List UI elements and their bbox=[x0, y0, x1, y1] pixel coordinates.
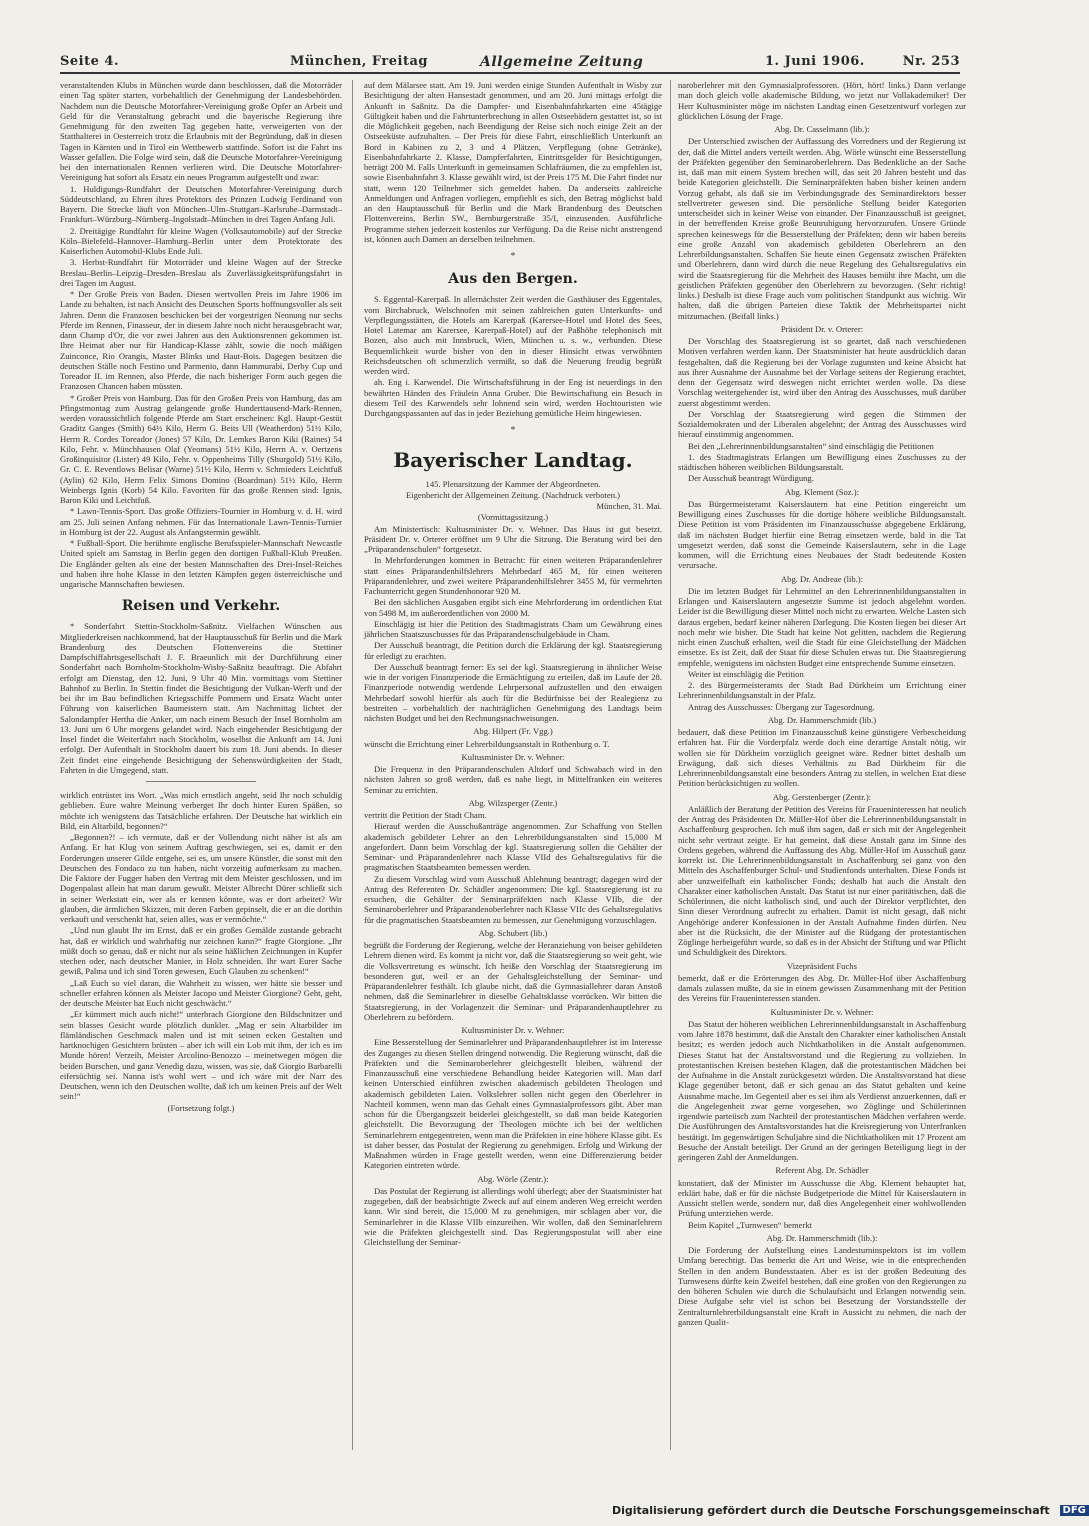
section-heading-landtag: Bayerischer Landtag. bbox=[393, 447, 633, 472]
dfg-logo: DFG bbox=[1060, 1505, 1089, 1516]
speaker-line: Abg. Wilzsperger (Zentr.) bbox=[468, 797, 558, 808]
paragraph: ah. Eng i. Karwendel. Die Wirtschaftsführung in der Eng ist neuerdings in den bewährten Händen des Fräulein Anna Gruber. Die Bewirtschaftung ein Besuch in diesem Teil des Karwendels sehr lohnend sein wird, werden Hochtouristen wie Durchgangspassanten auf das in jeder Beziehung gemütliche Heim hingewiesen. bbox=[364, 377, 662, 418]
paragraph: Der Ausschuß beantragt, die Petition durch die Erklärung der kgl. Staatsregierung für erledigt zu erachten. bbox=[364, 640, 662, 661]
continuation-note: (Fortsetzung folgt.) bbox=[167, 1102, 235, 1113]
paragraph: 1. des Stadtmagistrats Erlangen um Bewilligung eines Zuschusses zu der städtischen höheren weiblichen Bildungsanstalt. bbox=[678, 451, 966, 472]
speaker-line: Referent Abg. Dr. Schädler bbox=[775, 1165, 869, 1176]
paragraph: 2. Dreitägige Rundfahrt für kleine Wagen (Volksautomobile) auf der Strecke Köln–Bielefeld–Hannover–Hamburg–Berlin unter dem Protektorate des Kaiserlichen Automobil-Klubs Ende Juli. bbox=[60, 225, 342, 256]
paragraph: Der Vorschlag des Staatsregierung ist so geartet, daß nach verschiedenen Motiven verfahren werden kann. Der Staatsminister hat heute ausdrücklich daran festgehalten, daß die Regierung bei der Vorlage zugunsten und keine Absicht hat aus ihrer Ausnahme der Ausnahme bei der Vorlage seitens der Regierung erachtet, denn der Gegensatz wird deswegen nicht errichtet werden wolle. Da diese Vorschlag weitergehender ist, wird über den Antrag des Ausschusses, muß darüber zuerst abgestimmt werden. bbox=[678, 336, 966, 408]
paragraph: vertritt die Petition der Stadt Cham. bbox=[364, 810, 487, 820]
speaker-line: Abg. Schubert (lib.) bbox=[478, 927, 548, 938]
column-2 bbox=[364, 80, 662, 1450]
speaker-line: Abg. Dr. Hammerschmidt (lib.): bbox=[766, 1232, 878, 1243]
column-rule bbox=[670, 80, 671, 1450]
paragraph: Die im letzten Budget für Lehrmittel an den Lehrerinnenbildungsanstalten in Erlangen und Kaiserslautern angesetzte Summe ist jedoch abgelehnt worden. Leider ist die Bewilligung dieser Mittel noch nicht zu erwarten. Welche Lasten sich daraus ergeben, bedarf keiner näheren Darlegung. Die Kosten liegen bei dieser Art noch mehr wie bisher. Die Stadt hat keine Not gelitten, nachdem die Regierung nicht einen Zuschuß erhalten, weil die Stadt für eine Gleichstellung der Mädchen einsetze. Es ist Zeit, daß der Staat für diese Schulen etwas tut. Die Staatsregierung empfehle, wenigstens im nächsten Budget eine entsprechende Summe einsetzen. bbox=[678, 585, 966, 668]
paragraph: S. Eggental-Karerpaß. In allernächster Zeit werden die Gasthäuser des Eggentales, vom Birchabruck, Welschnofen mit seinen zahlreichen guten Unterkunfts- und Verpflegungsstätten, die Hotels am Karerpaß (Karersee-Hotel und Hotel des Sees, Hotel Latemar am Karersee, Karerpaß-Hotel) auf der Paßhöhe telephonisch mit Bozen, also auch mit Innsbruck, Wien, München u. s. w., verbunden. Diese Bequemlichkeit wurde bisher von den in dieser Hinsicht etwas verwöhnten Reichsdeutschen oft schmerzlich vermißt, so daß die Neuerung freudig begrüßt werden wird. bbox=[364, 294, 662, 376]
paragraph: veranstaltenden Klubs in München wurde dann beschlossen, daß die Motorräder einen Tag später starten, vorbehaltlich der Genehmigung der Landesbehörden. Nachdem nun die Deutsche Motorfahrer-Vereinigung große Opfer an Arbeit und Geld für die Veranstaltung gebracht und die bayerische Regierung ihre Genehmigung für den zweiten Tag gegeben hatte, verweigerten von der Statthalterei in Oesterreich trotz die Erlaubnis mit der Begründung, daß in diesen Tagen in Kärnten und in Tirol ein Wettbewerb stattfinde. Sofort ist die Fahrt ins Wasser gefallen. Die Folge wird sein, daß die Deutsche Motorfahrer-Vereinigung bei den internationalen Rennen verlieren wird. Die Deutsche Motorfahrer-Vereinigung hat sofort als Ersatz ein neues Programm aufgestellt und zwar: bbox=[60, 80, 342, 183]
session-title: 145. Plenarsitzung der Kammer der Abgeordneten. bbox=[425, 478, 601, 489]
speaker-line: Abg. Gerstenberger (Zentr.): bbox=[772, 791, 872, 802]
speaker-line: Vizepräsident Fuchs bbox=[787, 960, 857, 971]
feuilleton-paragraph: „Laß Euch so viel daran, die Wahrheit zu wissen, wer hätte sie besser und schneller erfahren können als Meister Jacopo und Meister Giorgione? Geht, geht, der deutsche Meister hat Euch nicht geschwächt.“ bbox=[60, 977, 342, 1008]
speaker-line: Abg. Wörle (Zentr.): bbox=[477, 1173, 549, 1184]
session-type: (Vormittagssitzung.) bbox=[477, 512, 549, 523]
paragraph: Zu diesem Vorschlag wird vom Ausschuß Ablehnung beantragt; dagegen wird der Antrag des Referenten Dr. Schädler angenommen: Die kgl. Staatsregierung ist zu ersuchen, die Gehälter der Seminarpräfekten nach Klasse VIIb, die der Seminaroberlehrer und Präparandenoberlehrer nach Klasse VIIc des Gehaltsregulativs für die pragmatischen Staatsbeamten zu bemessen, zur Genehmigung vorzuschlagen. bbox=[364, 873, 662, 925]
paragraph: Eine Besserstellung der Seminarlehrer und Präparandenhauptlehrer ist im Interesse des Zuganges zu diesen Stellen dringend notwendig. Die Regierung wünscht, daß die Präfekten und die Seminaroberlehrer gleichgestellt bleiben, während der Finanzausschuß eine verschiedene Behandlung beider Kategorien will. Man darf keinen Unterschied einführen zwischen akademisch gebildeten Theologen und akademisch gebildeten Laien. Volkslehrer sollen nicht gegen den Oberlehrer in Nachteil kommen, wenn man das Gehalt eines Gymnasialprofessors gibt. Aber man schon für die Übergangszeit beiderlei gleichgestellt, so daß man beide Kategorien gleichstellt. Die Bevorzugung der Theologen möchte ich bei der weltlichen Seminarlehrern entgegentreten, wenn man die Präfekten in eine höhere Klasse gibt. Es ist daher besser, das Postulat der Regierung zu genehmigen. Erfolg und Wirkung der Maßnahmen würden in Frage gestellt werden, wenn eine Differenzierung beider Kategorien eintreten würde. bbox=[364, 1037, 662, 1171]
paragraph: Antrag des Ausschusses: Übergang zur Tagesordnung. bbox=[688, 701, 875, 712]
paragraph: naroberlehrer mit den Gymnasialprofessoren. (Hört, hört! links.) Dann verlange man doch gleich volle akademische Bildung, wo jetzt nur Vollakademiker! Der Herr Kultusminister möge im nächsten Landtag einen Gesetzentwurf vorlegen zur glücklichen Lösung der Frage. bbox=[678, 80, 966, 121]
paragraph: Das Postulat der Regierung ist allerdings wohl überlegt; aber der Staatsminister hat zugegeben, daß der beabsichtigte Zweck auf auf einem anderen Weg erreicht werden kann. Wir sind bereit, die 15,000 M zu genehmigen, mir schlagen aber vor, die Seminarlehrer in die Klasse VIIb einzureihen. Wir wollen, daß den Seminarlehrern wie die Präfekten gleichgestellt sind. Das Regierungspostulat will aber eine Gleichstellung der Seminar- bbox=[364, 1185, 662, 1247]
paragraph: Anläßlich der Beratung der Petition des Vereins für Fraueninteressen hat neulich der Antrag des Präsidenten Dr. Müller-Hof über die Lehrerinnenbildungsanstalt in Aschaffenburg gesprochen. Ich muß ihm sagen, daß er sich mit der Angelegenheit nicht sehr vertraut zeigte. Er hat gemeint, daß diese Anstalt ganz im Sinne des Ordens gegeben, während die Auffassung des Abg. Müller-Hof im Ausschuß ganz korrekt ist. Die Lehrerinnenbildungsanstalt in Aschaffenburg sei ganz von den Mitteln des Aschaffenburger Schul- und Studienfonds unterhalten. Diese Fonds ist aber unzweifelhaft ein katholischer Fonds; deshalb hat auch die Anstalt den Charakter einer katholischen Anstalt. Das Statut ist nur einer paritätischen, daß die Schülerinnen, die nicht katholisch sind, und auch der Direktor verpflichtet, den Sinn dieser Verordnung aufrecht zu erhalten. Damit ist nicht gesagt, daß nicht Angehörige anderer Konfessionen in der Anstalt Aufnahme finden dürfen. Neu aber ist die Rücksicht, die der Minister auf die Rüdgang der protestantischen Zöglinge herbeigeführt wurde, so daß es in der Absicht der Stiftung und war Pflicht und Schuldigkeit des Direktors. bbox=[678, 803, 966, 958]
speaker-line: Abg. Hilpert (Fr. Vgg.) bbox=[473, 726, 553, 737]
separator-star: * bbox=[510, 425, 516, 437]
speaker-line: Präsident Dr. v. Orterer: bbox=[780, 323, 864, 334]
section-heading-bergen: Aus den Bergen. bbox=[448, 271, 578, 288]
speaker-line: Kultusminister Dr. v. Wehner: bbox=[461, 751, 565, 762]
paragraph: Weiter ist einschlägig die Petition bbox=[688, 668, 804, 679]
paragraph: bedauert, daß diese Petition im Finanzausschuß keine günstigere Verbescheidung erfahren hat. Für die Vorderpfalz werde doch eine derartige Anstalt nötig, wir wollen sie für Dürkheim vorzüglich geeignet wäre. Redner bittet deshalb um Erwägung, daß sich dieses Verhältnis zu Bad Dürkheim für die Lehrerinnenbildungsanstalt eine besonders Antrag zu stellen, in welchen Etat diese Petition berücksichtigen zu wollen. bbox=[678, 727, 966, 789]
speaker-line: Abg. Dr. Hammerschmidt (lib.) bbox=[767, 714, 877, 725]
issue-date: 1. Juni 1906. bbox=[765, 54, 865, 69]
paragraph: * Fußball-Sport. Die berühmte englische Berufsspieler-Mannschaft Newcastle United spielt am Samstag in Berlin gegen den dortigen Fußball-Klub Preußen. Die Engländer gelten als eine der besten Mannschaften des Drei-Insel-Reiches und haben ihre hohe Klasse in den letzten Kämpfen gegen österreichische und ungarische Mannschaften bewiesen. bbox=[60, 538, 342, 589]
page-number: Seite 4. bbox=[60, 54, 119, 69]
masthead bbox=[60, 54, 960, 74]
paragraph: begrüßt die Forderung der Regierung, welche der Heranziehung von beiser gebildeten Lehrern dienen wird. Es kommt ja nicht vor, daß die Staatsregierung so weit geht, wie die Volksvertretung es wünscht. Ich heiße den Vorschlag der Staatsregierung im besonderen gut, weil er an der Gehaltsgleichstellung der Seminar- und Präparandenlehrer festhält. Ich glaube nicht, daß die Gymnasiallehrer daran Anstoß nehmen, daß die Seminarlehrer in dieselbe Gehaltsklasse vorrücken. Wir bitten die Staatsregierung, in der Vorlagenzeit die Seminar- und Präparandenhauptlehrer zu Oberlehrern zu befördern. bbox=[364, 940, 662, 1022]
column-1 bbox=[60, 80, 342, 1450]
speaker-line: Abg. Dr. Casselmann (lib.): bbox=[774, 124, 870, 134]
feuilleton-paragraph: wirklich entrüstet ins Wort. „Was mich ernstlich angeht, seid Ihr noch schuldig geblieben. Eure wahre Meinung verberget Ihr doch hinter Euren Späßen, so möchte ich wenigstens das Tatsächliche erfahren. Der Deutsche hat wirklich ein Bild, ein Altarbild, begonnen?“ bbox=[60, 790, 342, 831]
paragraph: Die Frequenz in den Präparandenschulen Altdorf und Schwabach wird in den nächsten Jahren so groß werden, daß es nahe liegt, in Mittelfranken ein weiteres Seminar zu errichten. bbox=[364, 764, 662, 795]
paragraph: Der Ausschuß beantragt ferner: Es sei der kgl. Staatsregierung in ähnlicher Weise wie in der vorigen Finanzperiode die Ermächtigung zu erteilen, daß im Laufe der 28. Finanzperiode notwendig werdende Lehrpersonal aufzustellen und den etwaigen Mehrbedarf sowohl hierfür als auch für die Bedürfnisse bei der Realegienz zu bestreiten – vorbehaltlich der nachträglichen Genehmigung des Landtags beim nächsten Budget und bei den Rechnungsnachweisungen. bbox=[364, 661, 662, 723]
paragraph: Der Ausschuß beantragt Würdigung. bbox=[688, 473, 814, 484]
paragraph: wünscht die Errichtung einer Lehrerbildungsanstalt in Rothenburg o. T. bbox=[364, 738, 610, 749]
paragraph: Am Ministertisch: Kultusminister Dr. v. Wehner. Das Haus ist gut besetzt. Präsident Dr. v. Orterer eröffnet um 9 Uhr die Sitzung. Die Beratung wird bei den „Präparandenschulen“ fortgesetzt. bbox=[364, 523, 662, 554]
column-rule bbox=[352, 80, 353, 1450]
paragraph: Der Unterschied zwischen der Auffassung des Vorredners und der Regierung ist der, daß die Mittel anders verteilt werden. Abg. Wörle wünscht eine Besserstellung der Präfekten gegenüber den Seminaroberlehrern. Das Bedenkliche an der Sache ist, daß man mit einem System brechen will, das seit 20 Jahren besteht und das beide Kategorien gleichstellt. Die Seminarpräfekten haben bisher keinen andern Vorzug gehabt, als daß sie im Verbindungsgrade des Seminardirektors besser stellvertreter gewesen sind. Die persönliche Stellung beider Kategorien unterscheidet sich in keiner Weise von einander. Der Finanzausschuß ist geeignet, in der betreffenden Kreise große Beunruhigung hervorzurufen. Unsere Gründe sprechen keineswegs für die Besserstellung der Präfekten; denn wir haben bereits eine große Anzahl von akademisch gebildeten Oberlehrern an den Lehrerbildungsanstalten. Schaffen Sie heute einen Gegensatz zwischen Präfekten und Oberlehrern, dann wird durch die neue Regelung des Gehaltsregulativs ein wird die Staatsregierung für die Mehrheit des Hauses bemüht ihre Macht, um die geistlichen Präfekten gegenüber den Oberlehrern zu bevorzugen. (Sehr richtig! links.) Deshalb ist diese Frage auch vom politischen Standpunkt aus wichtig. Wir halten, daß die übrigen Parteien diese Taktik der Mehrheitspartei nicht mitzumachen. (Beifall links.) bbox=[678, 136, 966, 321]
separator-star: * bbox=[510, 251, 516, 262]
section-heading-reisen: Reisen und Verkehr. bbox=[121, 598, 281, 615]
paragraph: Beim Kapitel „Turnwesen“ bemerkt bbox=[688, 1219, 813, 1230]
feuilleton-paragraph: „Er kümmert mich auch nicht!“ unterbrach Giorgione den Bildschnitzer und sein blasses Gesicht wurde plötzlich dunkler. „Mag er sein Altarbilder im flämländischen Geschmack malen und ist mit seinen ecken Gestalten und hartknochigen Gesichtern brüsten – aber ich will ein Lob mit ihm, der ich es im Munde hören! Verzeih, Meister Arcolino-Benozzo – meinetwegen mögen die beiden Burschen, und ganz Venedig dazu, wissen, was sie, daß Giorgio Barbarelli eifersüchtig sei. Nanna ist's wohl wert – und ich wäre mit der Narr des Deutschen, wenn ich den Deutschen wollte, daß ich um keinen Preis auf der Welt sein!“ bbox=[60, 1009, 342, 1102]
paragraph: Bei den sächlichen Ausgaben ergibt sich eine Mehrforderung im ordentlichen Etat von 5498 M, im außerordentlichen von 2000 M. bbox=[364, 597, 662, 618]
paragraph: Bei den „Lehrerinnenbildungsanstalten“ sind einschlägig die Petitionen bbox=[688, 440, 934, 451]
paragraph: In Mehrforderungen kommen in Betracht: für einen weiteren Präparandenlehrer statt eines Präparandenhilfslehrers Mehrbedarf 465 M, für einen weiteren Präparandenlehrer, und zwei weitere Präparandenhilfslehrer 3455 M, für vermehrten Fachunterricht gegen Stundenhonorar 920 M. bbox=[364, 555, 662, 596]
paragraph: 1. Huldigungs-Rundfahrt der Deutschen Motorfahrer-Vereinigung durch Süddeutschland, zu Ehren ihres Protektors des Prinzen Ludwig Ferdinand von Bayern. Die Strecke läuft von München–Ulm–Stuttgart–Karlsruhe–Darmstadt–Frankfurt–Würzburg–Nürnberg–Ingolstadt–München in drei Tagen Anfang Juli. bbox=[60, 183, 342, 225]
report-credit: Eigenbericht der Allgemeinen Zeitung. (Nachdruck verboten.) bbox=[405, 489, 621, 500]
column-3 bbox=[678, 80, 966, 1450]
speaker-line: Abg. Klement (Soz.): bbox=[785, 486, 859, 497]
paragraph: konstatiert, daß der Minister im Ausschusse die Abg. Klement behauptet hat, erklärt habe, daß er für die nächste Budgetperiode die Mittel für Kaiserslautern in Aussicht stellen werde, sondern nur, daß dies Angelegenheit einer wohlwollenden Prüfung unterziehen werde. bbox=[678, 1177, 966, 1219]
paragraph: Einschlägig ist hier die Petition des Stadtmagistrats Cham um Gewährung eines jährlichen Staatszuschusses für das Präparandenschulgebäude in Cham. bbox=[364, 618, 662, 639]
paragraph: Das Bürgermeisteramt Kaiserslautern hat eine Petition eingereicht um Bewilligung eines Zuschusses für die dortige höhere weibliche Bildungsanstalt. Diese Petition ist vom Präsidenten im Finanzausschusse abgegebene Erklärung, daß im nächsten Budget hierfür eine Betrag einsetzen werde, bald in die Tat umgesetzt werden, daß sonst die Gemeinde Kaiserslautern, sehr in die Lage kommen, will die Errichtung eines Neubaues der Stadt bedeutende Kosten verursache. bbox=[678, 498, 966, 571]
paragraph: auf dem Mälarsee statt. Am 19. Juni werden einige Stunden Aufenthalt in Wisby zur Besichtigung der alten Hansestadt genommen, und am 20. Juni mittags erfolgt die Ankunft in Saßnitz. Da die Dampfer- und Eisenbahnfahrkarten eine 45tägige Gültigkeit haben und die Fahrtunterbrechung in allen Ostseebädern gestattet ist, so ist die Möglichkeit gegeben, nach Beendigung der Reise sich noch einige Zeit an der Ostseeküste aufzuhalten. – Der Preis für diese Fahrt, einschließlich Unterkunft an Bord in Kabinen zu 2, 3 und 4 Plätzen, Verpflegung (ohne Getränke), Eisenbahnfahrkarte 2. Klasse, Dampferfahrten, Eintrittsgelder für Besichtigungen, beträgt 200 M. Falls Unterkunft in gemeinsamen Schlafräumen, die zu empfehlen ist, sowie Eisenbahnfahrt 3. Klasse gewählt wird, ist der Preis 175 M. Die Fahrt findet nur statt, wenn 120 Teilnehmer sich gemeldet haben. Da anderseits zahlreiche Anmeldungen und Anfragen vorliegen, empfiehlt es sich, den Betrag möglichst bald an den Hauptausschuß für Berlin und die Mark Brandenburg des Deutschen Flottenvereins, Berlin SW., Bernburgerstraße 35/I, einzusenden. Ausführliche Programme stehen jederzeit kostenlos zur Verfügung. Da die Reise nicht anstrengend ist, können auch Damen an derselben teilnehmen. bbox=[364, 80, 662, 244]
paragraph: * Lawn-Tennis-Sport. Das große Offiziers-Tournier in Homburg v. d. H. wird am 25. Juli seinen Anfang nehmen. Für das Internationale Lawn-Tennis-Turnier in Homburg ist der 22. August als Anfangstermin gewählt. bbox=[60, 506, 342, 537]
credit-text: Digitalisierung gefördert durch die Deutsche Forschungsgemeinschaft bbox=[612, 1504, 1050, 1517]
paragraph: * Sonderfahrt Stettin-Stockholm-Saßnitz. Vielfachen Wünschen aus Mitgliederkreisen nachkommend, hat der Hauptausschuß für Berlin und die Mark Brandenburg des Deutschen Flottenvereins die Stettiner Dampfschiffahrtsgesellschaft J. F. Braeunlich mit der Durchführung einer Sonderfahrt nach Bornholm-Stockholm-Wisby-Saßnitz beauftragt. Die Abfahrt erfolgt am Dienstag, den 12. Juni, 9 Uhr 40 Min. vormittags vom Stettiner Bahnhof zu Berlin. In Stettin findet die Besichtigung der Vulkan-Werft und der bei ihr im Bau befindlichen Kriegsschiffe Pommern und Ersatz Wacht unter Führung von kaiserlichen Baumeistern statt. Am Nachmittag lichtet der Salondampfer Hertha die Anker, um nach einem Besuch der Insel Bornholm am 13. Juni um 6 Uhr morgens gelandet wird. Nach eingehender Besichtigung der Insel findet die Weiterfahrt nach Stockholm, woselbst die Ankunft am 14. Juni erfolgt. Der Aufenthalt in Stockholm dauert bis zum 18. Juni abends. In dieser Zeit findet eine eingehende Besichtigung der Sehenswürdigkeiten der Stadt, Fahrten in die Umgegend, statt. bbox=[60, 621, 342, 775]
divider bbox=[146, 781, 256, 782]
paragraph: Hierauf werden die Ausschußanträge angenommen. Zur Schaffung von Stellen akademisch gebildeter Lehrer an den Lehrerbildungsanstalten sind 15,000 M angefordert. Dann beim Vorschlag der kgl. Staatsregierung sollen die Gehälter der Seminar- und Präparandenlehrer nach Klasse VIId des Gehaltsregulativs für die pragmatischen Staatsbeamten bemessen werden. bbox=[364, 821, 662, 873]
paragraph: 3. Herbst-Rundfahrt für Motorräder und kleine Wagen auf der Strecke Breslau–Berlin–Leipzig–Dresden–Breslau als Zuverlässigkeitsprüfungsfahrt in drei Tagen im August. bbox=[60, 257, 342, 288]
paragraph: 2. des Bürgermeisteramts der Stadt Bad Dürkheim um Errichtung einer Lehrerinnenbildungsanstalt in der Pfalz. bbox=[678, 680, 966, 701]
speaker-line: Kultusminister Dr. v. Wehner: bbox=[461, 1025, 565, 1035]
paragraph: * Der Große Preis von Baden. Diesen wertvollen Preis im Jahre 1906 im Lande zu behalten, ist nach Ansicht des Deutschen Sports hoffnungsvoller als seit Jahren. Denn die Franzosen beschicken bei der vorgestrigen Nennung nur sechs Pferde im Rennen, Finasseur, der in diesem Jahre noch nicht herausgebracht war, dann Champ d'Or, die vor zwei Jahren aus den Auktionsrennen gekommen ist. Ihre Heimat aber nur für Handicap-Klasse zählt, sowie die noch mäßigen Zuinconce, Rio Orangis, Master Blinks und Haut-Bois. Dagegen besitzen die deutschen Ställe noch Festino und Parmenio, dann Hammurabi, Derby Cup und Toreador II. im Rennen, also Pferde, die nach bisheriger Form auch gegen die Franzosen Chancen haben müssten. bbox=[60, 289, 342, 392]
feuilleton-paragraph: „Begonnen?! – ich vermute, daß er der Vollendung nicht näher ist als am Anfang. Er hat Klug von seinem Auftrag geschwiegen, sei es, damit er den Forderungen unserer Gilde entgehe, sei es, um unsere Künstler, die sonst mit den Deutschen des Fondaco zu tun haben, nicht vorzeitig aufmerksam zu machen. Die Faktore der Fugger haben den Vertrag mit dem Meister geschlossen, und im Dogenpalast allein hat man darum gewußt. Meister Albrecht Dürer schließt sich in seiner Werkstatt ein, wer als er kennen könnte, was er dort arbeitet? Wir glauben, die ärmlichen Skizzen, mit deren Farben gepinselt, die er an die dorthin verkauft und verschenkt hat, seien alles, was er vermöchte.“ bbox=[60, 832, 342, 924]
paragraph: Der Vorschlag der Staatsregierung wird gegen die Stimmen der Sozialdemokraten und der Liberalen abgelehnt; der Antrag des Ausschusses wird hierauf einstimmig angenommen. bbox=[678, 408, 966, 440]
speaker-line: Kultusminister Dr. v. Wehner: bbox=[770, 1006, 874, 1017]
issue-number: Nr. 253 bbox=[902, 54, 960, 69]
paragraph: Die Forderung der Aufstellung eines Landesturninspektors ist im vollem Umfang berechtigt. Das bemerkt die Art und Weise, wie in die entsprechenden Stellen in den andern Bundesstaaten. Aber es ist der großen Bedeutung des Turnwesens dürfte kein Zweifel bestehen, daß eine großen von den Regierungen zu den höheren Schulen wie durch die Schulaufsicht und Erlangen notwendig sein. Diese Aufgabe sehr viel ist schon bei Besetzung der Vorstandsstelle der Zentralturnlehrerbildungsanstalt eine Kraft in Aussicht zu nehmen, die nach der ganzen Qualit- bbox=[678, 1245, 966, 1327]
paragraph: * Großer Preis von Hamburg. Das für den Großen Preis von Hamburg, das am Pfingstmontag zum Austrag gelangende große Hunderttausend-Mark-Rennen, werden voraussichtlich folgende Pferde am Start erscheinen: Kgl. Haupt-Gestüt Graditz Ganges (Smith) 64½ Kilo, Herrn G. Beits Ull (Weatherdon) 51½ Kilo, Herrn R. Cordes Toreador (Jones) 57 Kilo, Dr. Lemkes Baron Kiki (Raines) 54 Kilo, Fehr. v. Münchhausen Olaf (Yeomans) 51½ Kilo, Herrn A. v. Oertzens Großinquisitor (Lister) 49 Kilo, Fehr. v. Oppenheims Tilly (Shurgold) 51½ Kilo, Gr. C. E. Reventlows Belisar (Warne) 51½ Kilo, Herrn v. Schmieders Leichtfuß (Aylin) 62 Kilo, Herrn Felix Simons Domino (Boardman) 51½ Kilo, Herrn Weinbergs Ignis (Korb) 54 Kilo. Favoriten für das große Rennen sind: Ignis, Baron Kiki und Leichtfuß. bbox=[60, 392, 342, 505]
paragraph: Das Statut der höheren weiblichen Lehrerinnenbildungsanstalt in Aschaffenburg vom Jahre 1878 bestimmt, daß die Anstalt den Charakter einer katholischen Anstalt besitzt; es werden jedoch auch Nichtkatholiken in die Anstalt aufgenommen. Dieses Statut hat der Anstaltsvorstand und die Regierung zu vollziehen. In protestantischen Kreisen bestehen Klagen, daß die protestantischen Mädchen bei der Aufnahme in die Anstalt zurückgesetzt würden. Die Anstaltsvorstand hat diese Klage gegenüber betont, daß er sich genau an das Statut gehalten und keine Ausnahme mache. Im Gegenteil aber es sei ihm als Verdienst anzuerkennen, daß er die Angelegenheit zwar gerne vorgesehen, wo Zöglinge und Schülerinnen irgendwie parteiisch zum Nachteil der protestantischen Mädchen verfahren werde. Die Ausführungen des Anstaltsvorstandes hat die Kreisregierung von Unterfranken bestätigt. Im gegenwärtigen Schuljahre sind die Nichtkatholiken mit 17 Prozent am Besuche der Anstalt beteiligt. Der Grund an der geringen Beteiligung liegt in der geringeren Zahl der Anmeldungen. bbox=[678, 1018, 966, 1162]
feuilleton-paragraph: „Und nun glaubt Ihr im Ernst, daß er ein großes Gemälde zustande gebracht hat, daß er wirklich und wahrhaftig nur zeichnen kann?“ fragte Giorgione. „Ihr müßt doch so genau, daß er nicht nur als seine häßlichen Zeichnungen in Kupfer stechen oder, nach deutscher Manier, in Holz schneiden. Ihr wart Eurer Sache gewiß, Palma und ich sind Toren gewesen, Euch Glauben zu schenken!“ bbox=[60, 925, 342, 977]
newspaper-title: Allgemeine Zeitung bbox=[480, 54, 644, 70]
paragraph: bemerkt, daß er die Erörterungen des Abg. Dr. Müller-Hof über Aschaffenburg damals zulassen mußte, da sie in einem gewissen Zusammenhang mit der Petition des Vereins für Fraueninteressen standen. bbox=[678, 972, 966, 1004]
city-day: München, Freitag bbox=[290, 54, 429, 69]
dateline: München, 31. Mai. bbox=[596, 501, 662, 511]
digitization-credit bbox=[612, 1504, 1086, 1520]
speaker-line: Abg. Dr. Andreae (lib.): bbox=[780, 573, 864, 584]
